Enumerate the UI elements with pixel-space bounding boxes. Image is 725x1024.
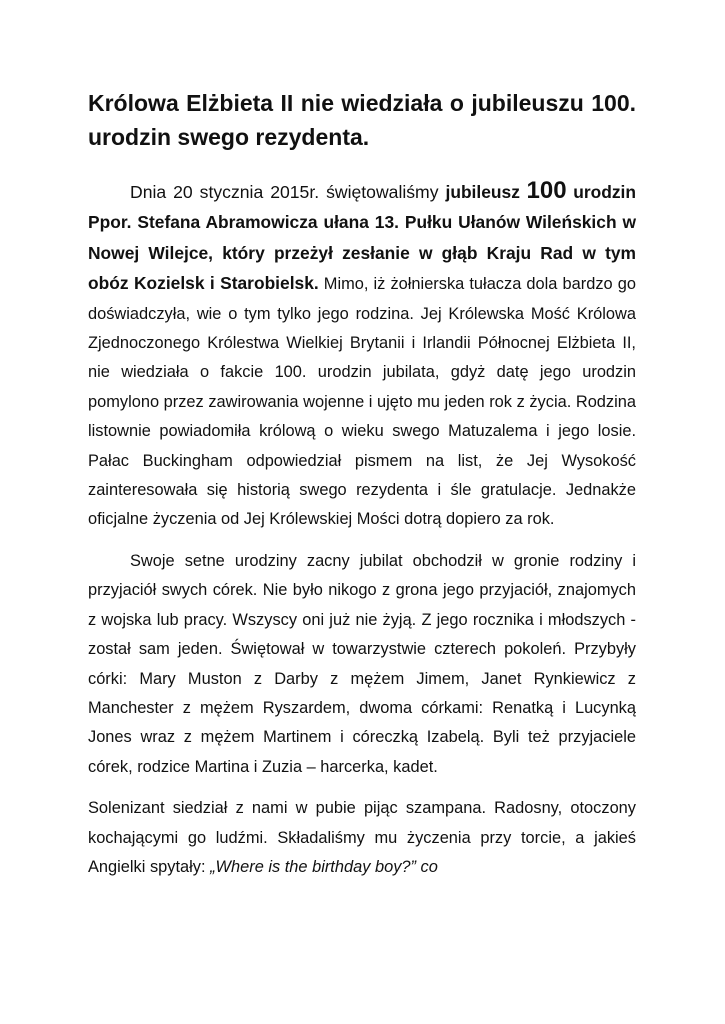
- paragraph-3: [88, 794, 636, 882]
- paragraph-2: Swoje setne urodziny zacny jubilat obchodził w gronie rodziny i przyjaciół swych córek. Nie było nikogo z grona jego przyjaciół, znajomych z wojska lub pracy. Wszyscy oni już nie żyją. Z jego rocznika i młodszych - został sam jeden. Świętował w towarzystwie czterech pokoleń. Przybyły córki: Mary Muston z Darby z mężem Jimem, Janet Rynkiewicz z Manchester z mężem Ryszardem, dwoma córkami: Renatką i Lucynką Jones wraz z mężem Martinem i córeczką Izabelą. Byli też przyjaciele córek, rodzice Martina i Zuzia – harcerka, kadet.: [88, 551, 636, 776]
- paragraph-3-quote: „Where is the birthday boy?” co: [210, 857, 438, 876]
- paragraph-3-text: Solenizant siedział z nami w pubie pijąc szampana. Radosny, otoczony kochającymi go ludźmi. Składaliśmy mu życzenia przy torcie, a jakieś Angielki spytały:: [88, 799, 636, 876]
- paragraph-1-big-number: 100: [526, 177, 567, 204]
- article-title: Królowa Elżbieta II nie wiedziała o jubileuszu 100. urodzin swego rezydenta.: [88, 90, 636, 150]
- paragraph-1-lead: Dnia 20 stycznia 2015r. świętowaliśmy: [130, 182, 446, 202]
- paragraph-1-bold-word: jubileusz: [445, 182, 520, 202]
- paragraph-1-bold-text: urodzin Ppor. Stefana Abramowicza ułana 13. Pułku Ułanów Wileńskich w Nowej Wilejce, który przeżył zesłanie w głąb Kraju Rad w tym obóz Kozielsk i Starobielsk.: [88, 182, 637, 294]
- paragraph-1: [88, 176, 636, 535]
- document-body: [88, 86, 636, 882]
- paragraph-1-body: Mimo, iż żołnierska tułacza dola bardzo go doświadczyła, wie o tym tylko jego rodzina. Jej Królewska Mość Królowa Zjednoczonego Królestwa Wielkiej Brytanii i Irlandii Północnej Elżbieta II, nie wiedziała o fakcie 100. urodzin jubilata, gdyż datę jego urodzin pomylono przez zawirowania wojenne i ujęto mu jeden rok z życia. Rodzina listownie powiadomiła królową o wieku swego Matuzalema i jego losie. Pałac Buckingham odpowiedział pismem na list, że Jej Wysokość zainteresowała się historią swego rezydenta i śle gratulacje. Jednakże oficjalne życzenia od Jej Królewskiej Mości dotrą dopiero za rok.: [88, 275, 636, 529]
